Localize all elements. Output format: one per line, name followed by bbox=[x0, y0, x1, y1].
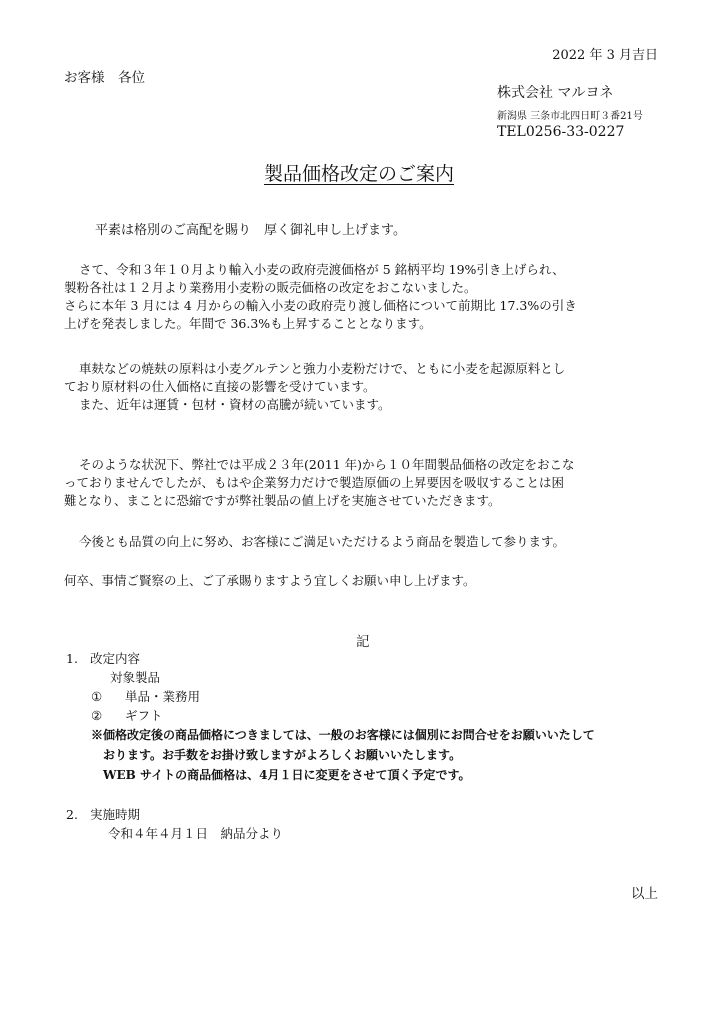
company-tel: TEL0256-33-0227 bbox=[497, 124, 625, 140]
document-title: 製品価格改定のご案内 bbox=[264, 163, 455, 185]
item-1-number: 1. bbox=[66, 651, 78, 666]
paragraph-commitment: 今後とも品質の向上に努め、お客様にご満足いただけるよう商品を製造して参ります。 bbox=[79, 534, 566, 549]
company-name: 株式会社 マルヨネ bbox=[497, 85, 614, 101]
sub-item-1-text: 単品・業務用 bbox=[125, 689, 201, 704]
item-2-number: 2. bbox=[66, 807, 78, 822]
paragraph-wheat-price bbox=[64, 261, 664, 333]
document-date: 2022 年 3 月吉日 bbox=[552, 48, 658, 63]
item-1-title: 改定内容 bbox=[90, 651, 141, 666]
sub-item-2-text: ギフト bbox=[125, 708, 163, 723]
ki-heading: 記 bbox=[356, 634, 370, 650]
paragraph-line: さて、令和３年１０月より輸入小麦の政府売渡価格が 5 銘柄平均 19%引き上げられ、 bbox=[79, 262, 565, 277]
paragraph-line: ており原材料の仕入価格に直接の影響を受けています。 bbox=[64, 379, 376, 394]
greeting-paragraph: 平素は格別のご高配を賜り 厚く御礼申し上げます。 bbox=[95, 223, 406, 238]
item-2-detail: 令和４年４月１日 納品分より bbox=[108, 826, 284, 841]
note-line-1: ※価格改定後の商品価格につきましては、一般のお客様には個別にお問合せをお願いいたして bbox=[91, 728, 595, 742]
sub-item-1-marker: ① bbox=[91, 689, 103, 704]
sub-item-2-marker: ② bbox=[91, 708, 103, 723]
paragraph-line: 難となり、まことに恐縮ですが弊社製品の値上げを実施させていただきます。 bbox=[64, 493, 501, 508]
company-address: 新潟県 三条市北四日町３番21号 bbox=[497, 111, 643, 122]
paragraph-raw-materials bbox=[64, 360, 664, 414]
paragraph-line: そのような状況下、弊社では平成２３年(2011 年)から１０年間製品価格の改定をおこな bbox=[79, 457, 575, 472]
paragraph-line: 製粉各社は１２月より業務用小麦粉の販売価格の改定をおこないました。 bbox=[64, 280, 477, 295]
paragraph-line: 上げを発表しました。年間で 36.3%も上昇することとなります。 bbox=[64, 316, 432, 331]
paragraph-line: 車麸などの焼麸の原料は小麦グルテンと強力小麦粉だけで、ともに小麦を起源原料とし bbox=[79, 361, 566, 376]
recipient-line: お客様 各位 bbox=[64, 70, 145, 86]
target-products-label: 対象製品 bbox=[110, 670, 161, 685]
paragraph-request: 何卒、事情ご賢察の上、ご了承賜りますよう宜しくお願い申し上げます。 bbox=[64, 573, 476, 588]
note-line-2: おります。お手数をお掛け致しますがよろしくお願いいたします。 bbox=[103, 748, 462, 762]
paragraph-line: っておりませんでしたが、もはや企業努力だけで製造原価の上昇要因を吸収することは困 bbox=[64, 475, 565, 490]
paragraph-line: また、近年は運賃・包材・資材の高騰が続いています。 bbox=[79, 397, 391, 412]
paragraph-line: さらに本年 3 月には 4 月からの輸入小麦の政府売り渡し価格について前期比 17.3%の引き bbox=[64, 298, 577, 313]
paragraph-price-revision bbox=[64, 456, 664, 510]
closing-ijo: 以上 bbox=[631, 886, 658, 902]
item-2-title: 実施時期 bbox=[90, 807, 141, 822]
note-line-3: WEB サイトの商品価格は、4月１日に変更をさせて頂く予定です。 bbox=[103, 768, 471, 782]
